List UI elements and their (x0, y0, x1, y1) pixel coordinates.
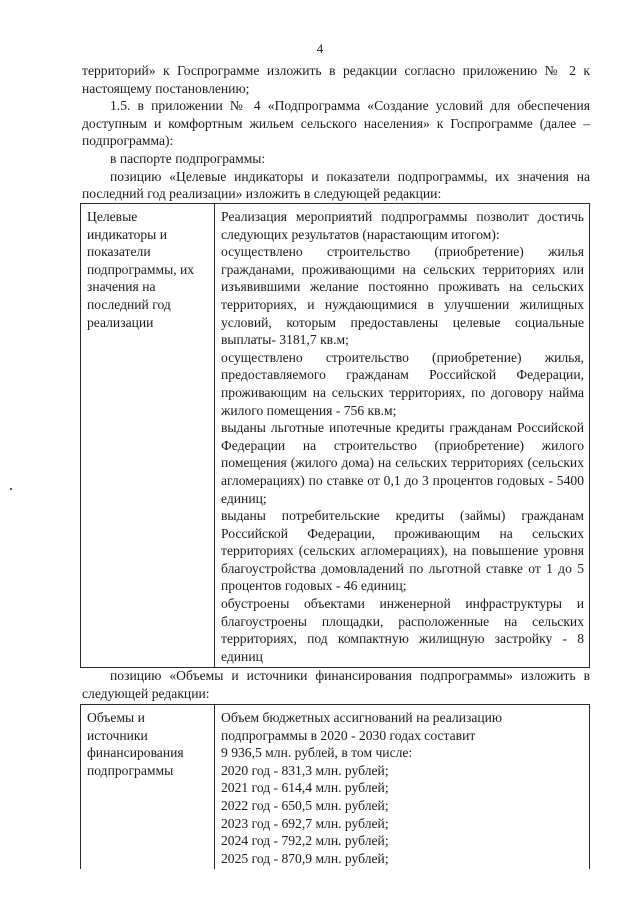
table-row (81, 204, 590, 668)
funding-line: 2021 год - 614,4 млн. рублей; (221, 780, 389, 796)
targets-paragraph: осуществлено строительство (приобретение) жилья, предоставляемого гражданам Российской Федерации, проживающим на сельских территориях, по договору найма жилого помещения - 756 кв.м; (221, 349, 584, 418)
position-targets-text: позицию «Целевые индикаторы и показатели подпрограммы, их значения на последний год реализации» изложить в следующей редакции: (82, 168, 590, 202)
funding-line: 9 936,5 млн. рублей, в том числе: (221, 745, 413, 761)
intro-line: территорий» к Госпрограмме изложить в редакции согласно приложению № 2 к настоящему постановлению; (82, 63, 590, 96)
targets-table (80, 203, 590, 668)
item-1-5: 1.5. в приложении № 4 «Подпрограмма «Создание условий для обеспечения доступным и комфортным жильем сельского населения» к Госпрограмме (далее – подпрограмма): (82, 98, 590, 149)
table-row (81, 705, 590, 870)
funding-line: 2025 год - 870,9 млн. рублей; (221, 850, 389, 866)
funding-line: 2024 год - 792,2 млн. рублей; (221, 833, 389, 849)
targets-paragraph: обустроены объектами инженерной инфраструктуры и благоустроены площадки, расположенные на сельских территориях, под компактную жилищную застройку - 8 единиц (221, 596, 584, 664)
funding-line: подпрограммы в 2020 - 2030 годах составит (221, 727, 476, 743)
targets-paragraph: Реализация мероприятий подпрограммы позволит достичь следующих результатов (нарастающим итогом): (221, 209, 584, 242)
targets-label-cell: Целевые индикаторы и показатели подпрограммы, их значения на последний год реализации (81, 204, 215, 668)
funding-table (80, 704, 590, 869)
targets-paragraph: выданы льготные ипотечные кредиты гражданам Российской Федерации на строительство (приобретение) жилого помещения (жилого дома) на сельских территориях (сельских агломерациях) по ставке от 0,1 до 3 процентов годовых - 5400 единиц; (221, 420, 584, 506)
page-number: 4 (316, 41, 324, 56)
funding-line: 2022 год - 650,5 млн. рублей; (221, 797, 389, 813)
targets-value-cell (215, 204, 590, 668)
scan-speck (10, 488, 12, 490)
position-funding-text: позицию «Объемы и источники финансирования подпрограммы» изложить в следующей редакции: (82, 668, 590, 701)
targets-paragraph: выданы потребительские кредиты (займы) гражданам Российской Федерации, проживающим на сельских территориях (сельских агломерациях), на повышение уровня благоустройства домовладений по льготной ставке от 1 до 5 процентов годовых - 46 единиц; (221, 508, 584, 594)
targets-paragraph: осуществлено строительство (приобретение) жилья гражданами, проживающими на сельских территориях или изъявившими желание постоянно проживать на сельских территориях, и нуждающимися в улучшении жилищных условий, которым предоставлены целевые социальные выплаты- 3181,7 кв.м; (221, 244, 584, 348)
funding-value-cell (215, 705, 590, 870)
funding-line: Объем бюджетных ассигнований на реализацию (221, 710, 503, 725)
funding-intro (82, 667, 590, 702)
passport-heading: в паспорте подпрограммы: (110, 150, 266, 166)
funding-label-cell: Объемы и источники финансирования подпрограммы (81, 705, 215, 870)
funding-line: 2023 год - 692,7 млн. рублей; (221, 815, 389, 831)
funding-line: 2020 год - 831,3 млн. рублей; (221, 762, 389, 778)
intro-section (82, 62, 590, 203)
